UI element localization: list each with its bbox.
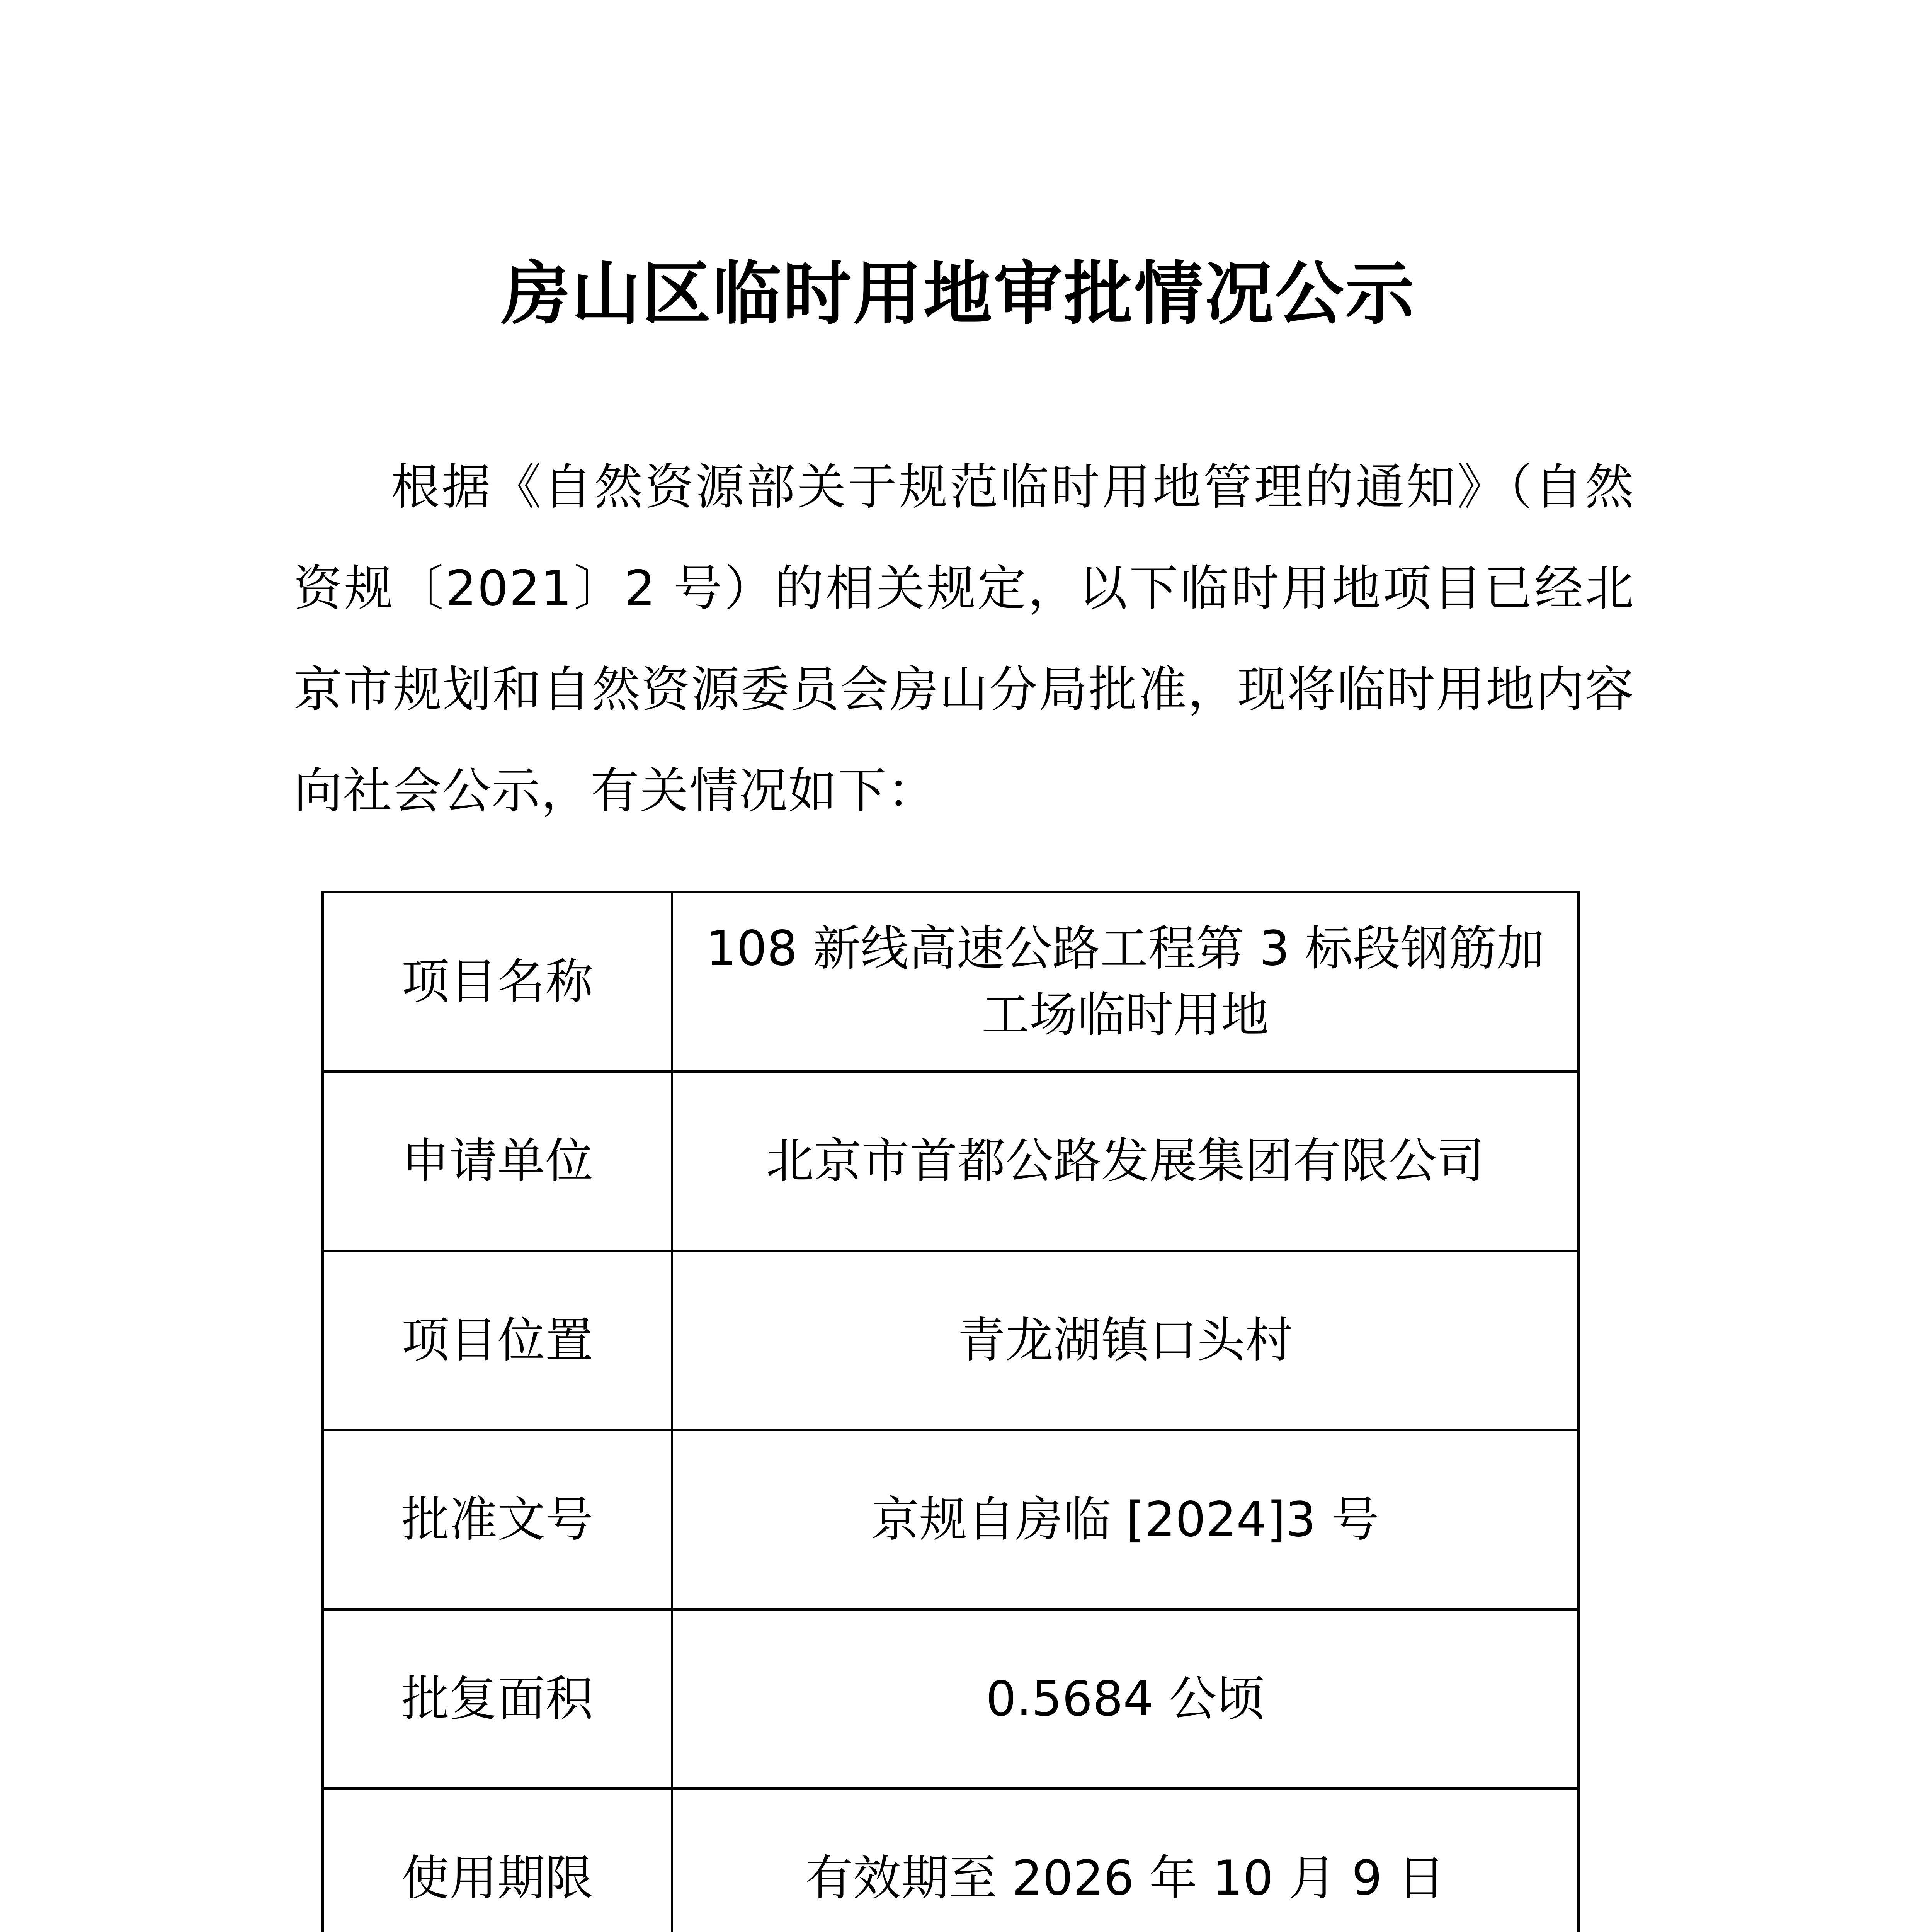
page-title: 房山区临时用地审批情况公示 <box>501 253 1416 334</box>
intro-paragraph: 根据《自然资源部关于规范临时用地管理的通知》（自然资规〔2021〕2 号）的相关规定，以下临时用地项目已经北京市规划和自然资源委员会房山分局批准，现将临时用地内容向社会公示，有关情况如下： <box>294 459 1635 819</box>
row-label-approval-number: 批准文号 <box>323 1430 672 1609</box>
row-value-approved-area: 0.5684 公顷 <box>672 1609 1579 1789</box>
row-label-usage-period: 使用期限 <box>323 1789 672 1932</box>
table-row <box>323 1609 1579 1789</box>
table-row <box>323 1430 1579 1609</box>
table-row <box>323 892 1579 1071</box>
row-value-project-name: 108 新线高速公路工程第 3 标段钢筋加工场临时用地 <box>672 892 1579 1071</box>
table-row <box>323 1789 1579 1932</box>
row-value-approval-number: 京规自房临 [2024]3 号 <box>672 1430 1579 1609</box>
row-label-project-name: 项目名称 <box>323 892 672 1071</box>
table-row <box>323 1251 1579 1430</box>
row-label-applicant: 申请单位 <box>323 1071 672 1251</box>
row-label-approved-area: 批复面积 <box>323 1609 672 1789</box>
table-row <box>323 1071 1579 1251</box>
row-value-applicant: 北京市首都公路发展集团有限公司 <box>672 1071 1579 1251</box>
approval-info-table <box>321 891 1580 1932</box>
row-value-location: 青龙湖镇口头村 <box>672 1251 1579 1430</box>
row-label-location: 项目位置 <box>323 1251 672 1430</box>
row-value-usage-period: 有效期至 2026 年 10 月 9 日 <box>672 1789 1579 1932</box>
